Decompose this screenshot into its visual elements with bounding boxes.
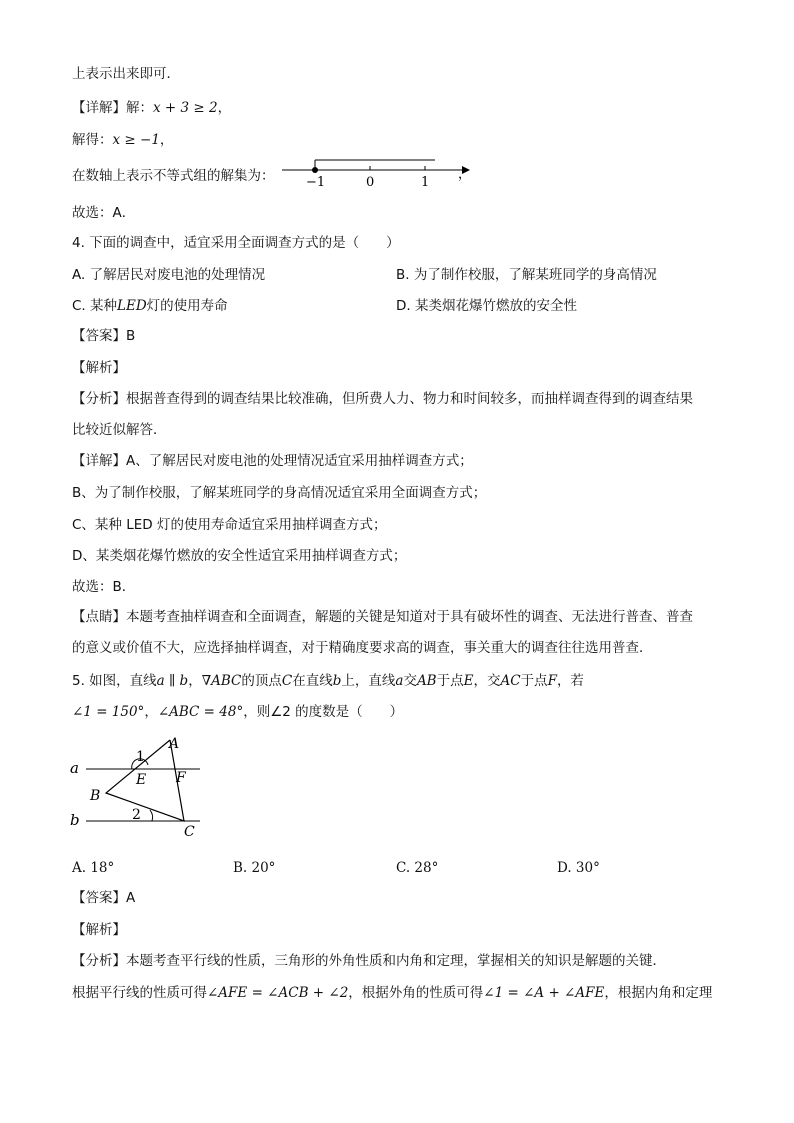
label-1: 1 bbox=[136, 749, 145, 765]
number-line-figure bbox=[280, 152, 480, 192]
tick-label: 1 bbox=[421, 175, 430, 190]
tick-label: −1 bbox=[306, 175, 326, 190]
q5-answer: 【答案】A bbox=[72, 890, 136, 906]
choose-line: 故选：A． bbox=[72, 205, 136, 221]
q4-detail-c: C、某种 LED 灯的使用寿命适宜采用抽样调查方式； bbox=[72, 517, 387, 533]
label-b: b bbox=[70, 811, 80, 829]
solve-line: 解得：x ≥ −1， bbox=[72, 132, 174, 148]
label-C: C bbox=[184, 824, 195, 840]
q4-dianjing-cont: 的意义或价值不大，应选择抽样调查，对于精确度要求高的调查，事关重大的调查往往选用普查． bbox=[72, 640, 653, 656]
question-5-stem: 5. 如图，直线a ∥ b，∇ABC的顶点C在直线b上，直线a交AB于点E，交AC于点F，若 bbox=[72, 673, 584, 689]
q4-fenxi-cont: 比较近似解答． bbox=[72, 422, 167, 438]
q5-option-c: C. 28° bbox=[396, 860, 439, 876]
q4-option-b: B. 为了制作校服，了解某班同学的身高情况 bbox=[396, 267, 657, 283]
q4-analysis-tag: 【解析】 bbox=[72, 360, 126, 376]
q4-detail-d: D、某类烟花爆竹燃放的安全性适宜采用抽样调查方式； bbox=[72, 548, 407, 564]
q5-analysis-tag: 【解析】 bbox=[72, 922, 126, 938]
label-a: a bbox=[70, 759, 79, 777]
q5-fenxi: 【分析】本题考查平行线的性质，三角形的外角性质和内角和定理，掌握相关的知识是解题的关键． bbox=[72, 953, 666, 969]
angle-2-arc bbox=[150, 810, 153, 821]
q4-option-a: A. 了解居民对废电池的处理情况 bbox=[72, 267, 266, 283]
q4-dianjing: 【点睛】本题考查抽样调查和全面调查，解题的关键是知道对于具有破坏性的调查、无法进行普查、普查 bbox=[72, 609, 693, 625]
question-5-stem-cont: ∠1 = 150°，∠ABC = 48°，则∠2 的度数是（ ） bbox=[72, 704, 404, 720]
q5-option-a: A. 18° bbox=[72, 860, 115, 876]
q5-fenxi-cont: 根据平行线的性质可得∠AFE = ∠ACB + ∠2，根据外角的性质可得∠1 = ∠A + ∠AFE，根据内角和定理 bbox=[72, 985, 713, 1001]
label-2: 2 bbox=[132, 807, 141, 823]
solid-point bbox=[312, 167, 318, 173]
label-F: F bbox=[176, 770, 186, 786]
tick-label: 0 bbox=[366, 175, 375, 190]
q5-option-d: D. 30° bbox=[557, 860, 600, 876]
q4-detail-b: B、为了制作校服，了解某班同学的身高情况适宜采用全面调查方式； bbox=[72, 485, 487, 501]
label-E: E bbox=[136, 772, 147, 788]
q4-detail-a: 【详解】A、了解居民对废电池的处理情况适宜采用抽样调查方式； bbox=[72, 453, 473, 469]
numberline-text: 在数轴上表示不等式组的解集为： bbox=[72, 168, 275, 184]
q4-option-d: D. 某类烟花爆竹燃放的安全性 bbox=[396, 298, 577, 314]
q5-option-b: B. 20° bbox=[233, 860, 276, 876]
suffix: ， bbox=[458, 167, 472, 182]
q4-option-c: C. 某种LED灯的使用寿命 bbox=[72, 298, 228, 314]
text-line: 上表示出来即可． bbox=[72, 66, 180, 82]
label-B: B bbox=[90, 788, 101, 804]
question-4-stem: 4. 下面的调查中，适宜采用全面调查方式的是（ ） bbox=[72, 235, 400, 251]
q4-choose: 故选：B． bbox=[72, 579, 136, 595]
detail-line: 【详解】解：x + 3 ≥ 2， bbox=[72, 100, 232, 116]
label-A: A bbox=[169, 736, 180, 752]
q4-fenxi: 【分析】根据普查得到的调查结果比较准确，但所费人力、物力和时间较多，而抽样调查得到的调查结果 bbox=[72, 391, 693, 407]
q4-answer: 【答案】B bbox=[72, 328, 136, 344]
geometry-figure bbox=[66, 730, 216, 845]
